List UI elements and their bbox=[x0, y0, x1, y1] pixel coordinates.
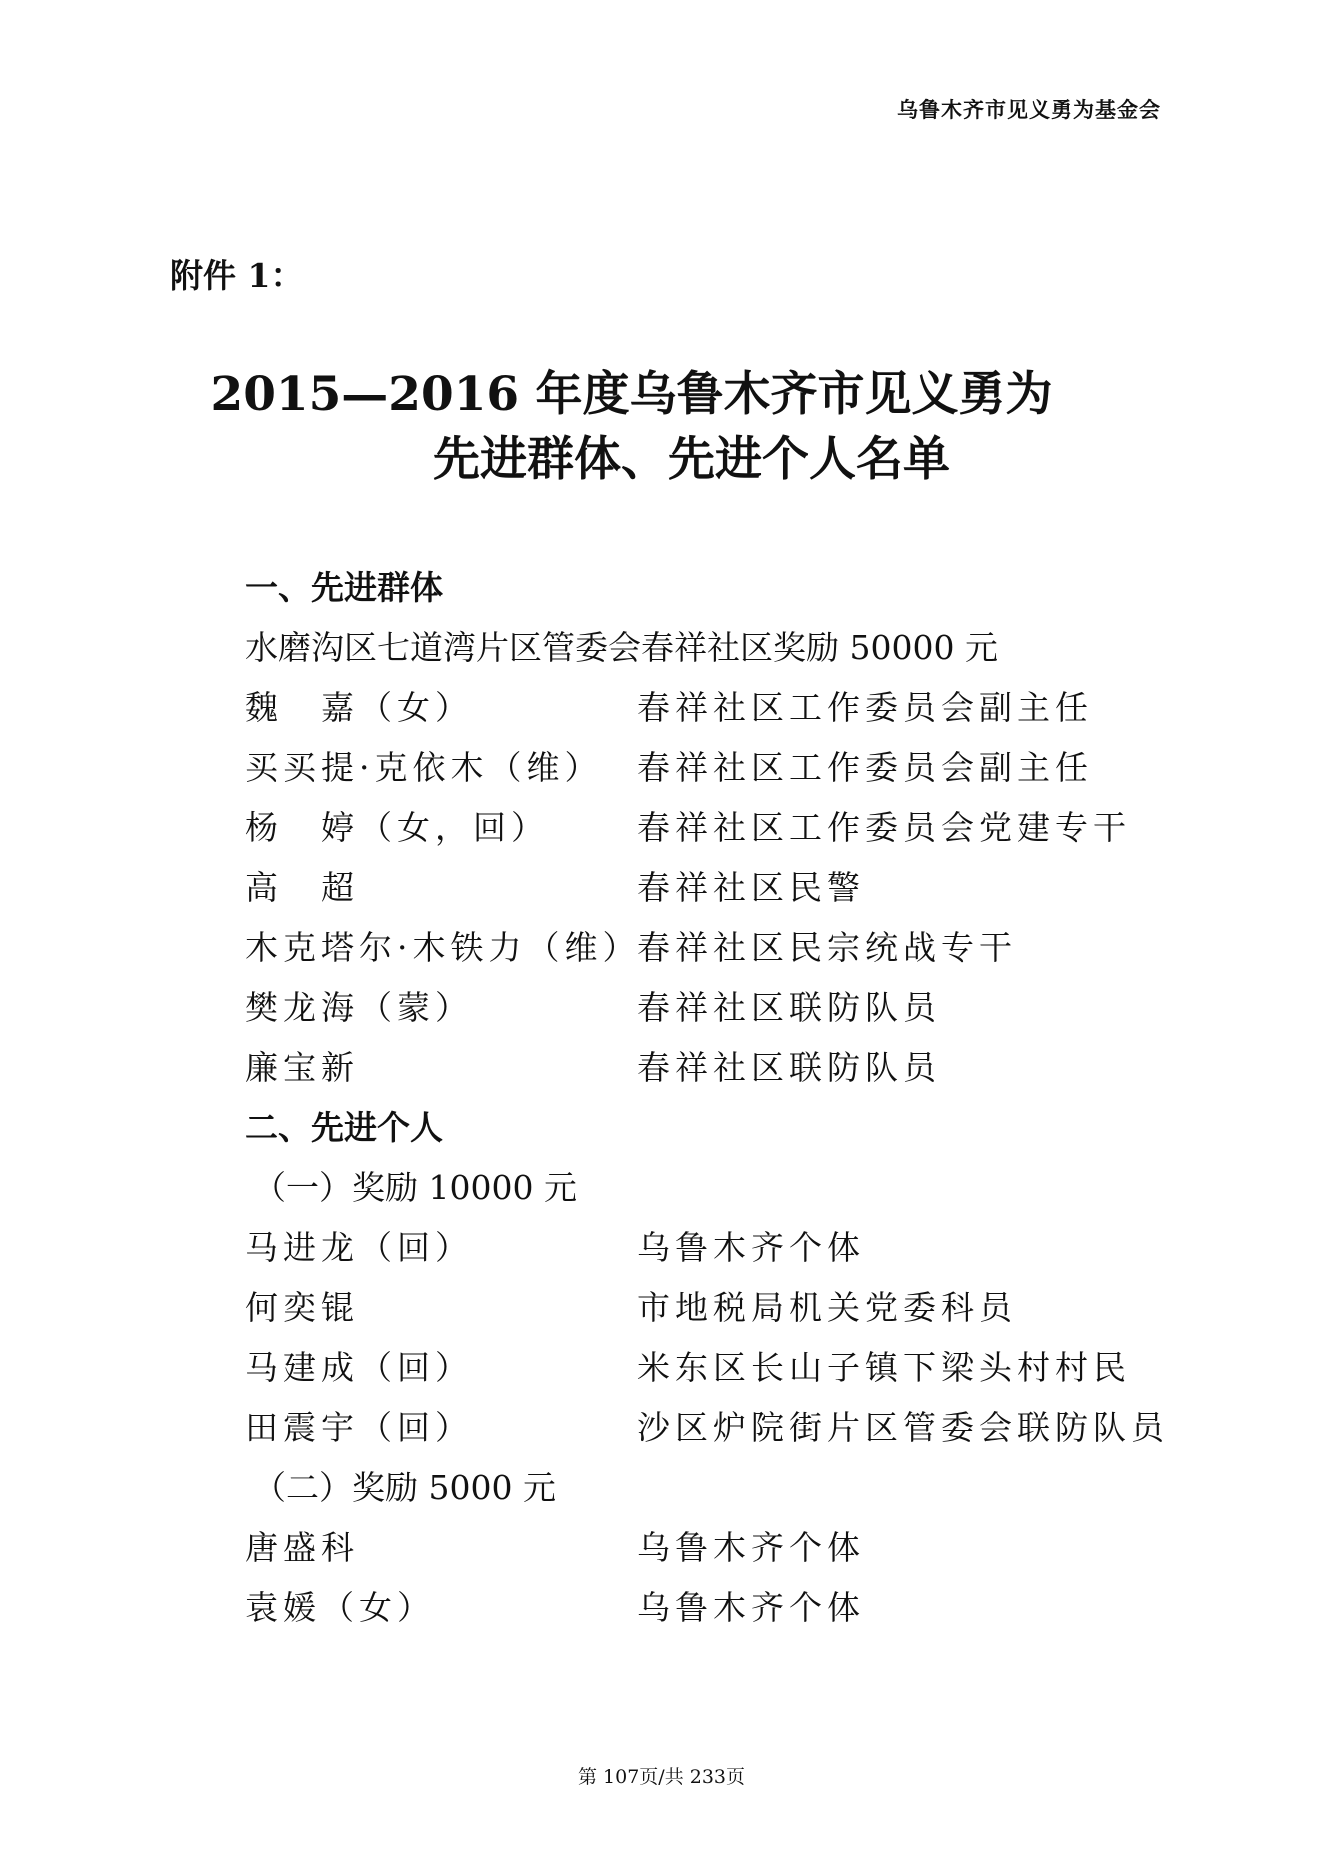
list-item bbox=[245, 678, 1245, 738]
person-role: 春祥社区联防队员 bbox=[637, 988, 941, 1027]
list-item bbox=[245, 1278, 1245, 1338]
document-title bbox=[0, 362, 1323, 492]
list-item bbox=[245, 798, 1245, 858]
person-role: 春祥社区民宗统战专干 bbox=[637, 928, 1017, 967]
tier-label bbox=[245, 1458, 1245, 1518]
section-heading-groups: 一、先进群体 bbox=[245, 568, 443, 607]
list-item bbox=[245, 1398, 1245, 1458]
person-role: 乌鲁木齐个体 bbox=[637, 1228, 865, 1267]
section-heading-individuals: 二、先进个人 bbox=[245, 1108, 443, 1147]
person-name: 唐盛科 bbox=[245, 1528, 359, 1567]
title-line-1: 2015—2016 年度乌鲁木齐市见义勇为 bbox=[210, 367, 1053, 422]
person-name: 杨 婷（女，回） bbox=[245, 808, 549, 847]
person-name: 樊龙海（蒙） bbox=[245, 988, 473, 1027]
person-name: 魏 嘉（女） bbox=[245, 688, 473, 727]
person-role: 米东区长山子镇下梁头村村民 bbox=[637, 1348, 1131, 1387]
person-role: 春祥社区工作委员会副主任 bbox=[637, 748, 1093, 787]
person-name: 何奕锟 bbox=[245, 1288, 359, 1327]
person-role: 沙区炉院街片区管委会联防队员 bbox=[637, 1408, 1169, 1447]
person-role: 春祥社区工作委员会副主任 bbox=[637, 688, 1093, 727]
person-name: 买买提·克依木（维） bbox=[245, 748, 603, 787]
tier-label-text: （二）奖励 5000 元 bbox=[253, 1468, 556, 1507]
list-item bbox=[245, 1038, 1245, 1098]
person-name: 木克塔尔·木铁力（维） bbox=[245, 928, 641, 967]
person-name: 袁媛（女） bbox=[245, 1588, 435, 1627]
person-name: 田震宇（回） bbox=[245, 1408, 473, 1447]
person-role: 春祥社区民警 bbox=[637, 868, 865, 907]
list-item bbox=[245, 858, 1245, 918]
person-role: 乌鲁木齐个体 bbox=[637, 1528, 865, 1567]
list-item bbox=[245, 738, 1245, 798]
list-item bbox=[245, 918, 1245, 978]
group-award-line: 水磨沟区七道湾片区管委会春祥社区奖励 50000 元 bbox=[245, 628, 998, 667]
page-number: 第 107页/共 233页 bbox=[577, 1766, 745, 1788]
person-name: 马进龙（回） bbox=[245, 1228, 473, 1267]
list-content bbox=[245, 558, 1245, 1638]
list-item bbox=[245, 1218, 1245, 1278]
attachment-label: 附件 1： bbox=[170, 256, 304, 295]
person-role: 市地税局机关党委科员 bbox=[637, 1288, 1017, 1327]
header-org-name: 乌鲁木齐市见义勇为基金会 bbox=[897, 97, 1161, 122]
person-role: 春祥社区工作委员会党建专干 bbox=[637, 808, 1131, 847]
title-line-2: 先进群体、先进个人名单 bbox=[433, 432, 950, 487]
person-name: 高 超 bbox=[245, 868, 359, 907]
tier-label-text: （一）奖励 10000 元 bbox=[253, 1168, 577, 1207]
person-role: 乌鲁木齐个体 bbox=[637, 1588, 865, 1627]
person-role: 春祥社区联防队员 bbox=[637, 1048, 941, 1087]
list-item bbox=[245, 1578, 1245, 1638]
list-item bbox=[245, 978, 1245, 1038]
list-item bbox=[245, 1338, 1245, 1398]
person-name: 廉宝新 bbox=[245, 1048, 359, 1087]
person-name: 马建成（回） bbox=[245, 1348, 473, 1387]
tier-label bbox=[245, 1158, 1245, 1218]
list-item bbox=[245, 1518, 1245, 1578]
